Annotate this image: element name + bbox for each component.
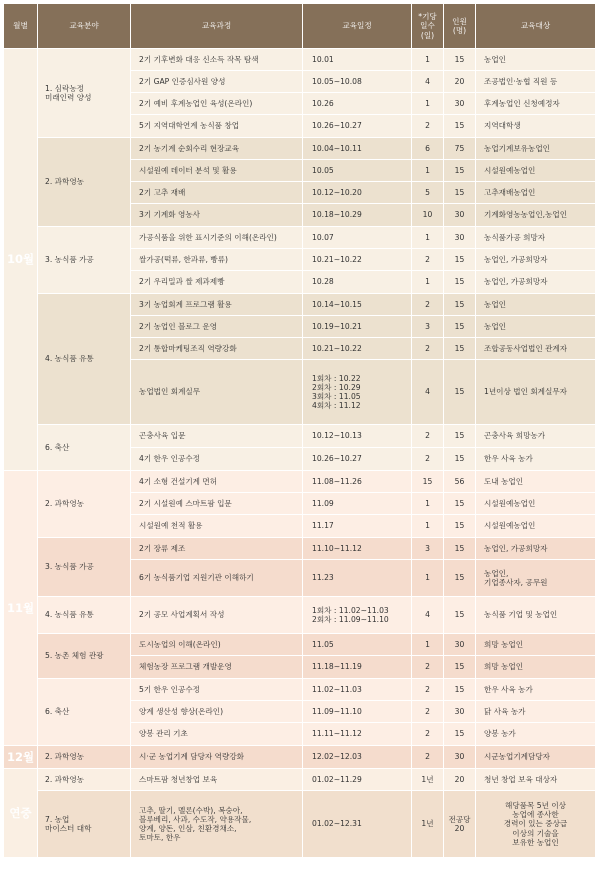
- target-cell: 기계화영농농업인,농업인: [476, 204, 596, 227]
- target-cell: 농업인, 가공희망자: [476, 538, 596, 560]
- days-cell: 1년: [412, 791, 444, 858]
- days-cell: 1: [412, 515, 444, 538]
- schedule-cell: 1회차 : 10.22 2회차 : 10.29 3회차 : 11.05 4회차 : 11.12: [303, 360, 412, 425]
- course-cell: 쌀가공(떡류, 한과류, 빵류): [131, 249, 303, 271]
- field-cell: 2. 과학영농: [38, 471, 131, 538]
- target-cell: 농업인: [476, 294, 596, 316]
- schedule-cell: 10.26: [303, 93, 412, 115]
- days-cell: 4: [412, 71, 444, 93]
- field-cell: 4. 농식품 유통: [38, 597, 131, 634]
- course-cell: 6기 농식품기업 지원기관 이해하기: [131, 560, 303, 597]
- course-cell: 3기 농업회계 프로그램 활용: [131, 294, 303, 316]
- people-cell: 15: [444, 723, 476, 746]
- target-cell: 도내 농업인: [476, 471, 596, 493]
- people-cell: 30: [444, 204, 476, 227]
- people-cell: 30: [444, 634, 476, 656]
- days-cell: 1: [412, 271, 444, 294]
- days-cell: 2: [412, 746, 444, 769]
- days-cell: 1: [412, 493, 444, 515]
- target-cell: 후계농업인 신청예정자: [476, 93, 596, 115]
- people-cell: 15: [444, 49, 476, 71]
- target-cell: 시설원예농업인: [476, 493, 596, 515]
- people-cell: 30: [444, 93, 476, 115]
- table-row: [4, 634, 596, 656]
- days-cell: 1: [412, 49, 444, 71]
- schedule-cell: 11.11~11.12: [303, 723, 412, 746]
- schedule-cell: 10.05~10.08: [303, 71, 412, 93]
- days-cell: 1: [412, 634, 444, 656]
- days-cell: 1: [412, 560, 444, 597]
- target-cell: 1년이상 법인 회계실무자: [476, 360, 596, 425]
- days-cell: 4: [412, 597, 444, 634]
- target-cell: 농업인: [476, 316, 596, 338]
- table-header-row: [4, 4, 596, 49]
- target-cell: 해당품목 5년 이상 농업에 종사한 경력이 있는 중상급 이상의 기술을 보유한 농업인: [476, 791, 596, 858]
- field-cell: 4. 농식품 유통: [38, 294, 131, 425]
- schedule-cell: 10.26~10.27: [303, 448, 412, 471]
- days-cell: 2: [412, 338, 444, 360]
- field-cell: 3. 농식품 가공: [38, 227, 131, 294]
- days-cell: 2: [412, 701, 444, 723]
- schedule-cell: 10.05: [303, 160, 412, 182]
- course-cell: 시·군 농업기계 담당자 역량강화: [131, 746, 303, 769]
- schedule-cell: 10.14~10.15: [303, 294, 412, 316]
- header-days: *기당 일수 (일): [412, 4, 444, 49]
- course-cell: 고추, 딸기, 멜론(수박), 복숭아, 블루베리, 사과, 수도작, 약용작물, 양계, 양돈, 인삼, 친환경채소, 토마토, 한우: [131, 791, 303, 858]
- target-cell: 조공법인·농협 직원 등: [476, 71, 596, 93]
- course-cell: 4기 한우 인공수정: [131, 448, 303, 471]
- course-cell: 2기 GAP 인증심사원 양성: [131, 71, 303, 93]
- target-cell: 양봉 농가: [476, 723, 596, 746]
- schedule-cell: 11.10~11.12: [303, 538, 412, 560]
- table-row: [4, 769, 596, 791]
- course-cell: 도시농업의 이해(온라인): [131, 634, 303, 656]
- people-cell: 15: [444, 538, 476, 560]
- schedule-cell: 11.09~11.10: [303, 701, 412, 723]
- people-cell: 15: [444, 656, 476, 679]
- month-cell-nov: 11월: [4, 471, 38, 746]
- people-cell: 15: [444, 597, 476, 634]
- target-cell: 농업기계보유농업인: [476, 138, 596, 160]
- people-cell: 15: [444, 448, 476, 471]
- people-cell: 15: [444, 425, 476, 448]
- schedule-cell: 10.12~10.20: [303, 182, 412, 204]
- people-cell: 15: [444, 115, 476, 138]
- course-cell: 가공식품을 위한 표시기준의 이해(온라인): [131, 227, 303, 249]
- schedule-cell: 10.07: [303, 227, 412, 249]
- schedule-cell: 10.12~10.13: [303, 425, 412, 448]
- target-cell: 희망 농업인: [476, 634, 596, 656]
- education-schedule-table: [3, 3, 596, 858]
- people-cell: 15: [444, 515, 476, 538]
- header-people: 인원 (명): [444, 4, 476, 49]
- days-cell: 5: [412, 182, 444, 204]
- days-cell: 3: [412, 316, 444, 338]
- header-month: 월별: [4, 4, 38, 49]
- days-cell: 2: [412, 723, 444, 746]
- course-cell: 스마트팜 청년창업 보육: [131, 769, 303, 791]
- target-cell: 시군농업기계담당자: [476, 746, 596, 769]
- days-cell: 1: [412, 160, 444, 182]
- people-cell: 20: [444, 71, 476, 93]
- course-cell: 양계 생산성 향상(온라인): [131, 701, 303, 723]
- days-cell: 3: [412, 538, 444, 560]
- course-cell: 2기 우리밀과 쌀 제과제빵: [131, 271, 303, 294]
- schedule-cell: 10.19~10.21: [303, 316, 412, 338]
- target-cell: 농식품가공 희망자: [476, 227, 596, 249]
- course-cell: 2기 통합마케팅조직 역량강화: [131, 338, 303, 360]
- target-cell: 농업인, 가공희망자: [476, 249, 596, 271]
- days-cell: 10: [412, 204, 444, 227]
- days-cell: 4: [412, 360, 444, 425]
- schedule-cell: 11.17: [303, 515, 412, 538]
- field-cell: 1. 심락농정 미래인력 양성: [38, 49, 131, 138]
- people-cell: 15: [444, 560, 476, 597]
- header-course: 교육과정: [131, 4, 303, 49]
- people-cell: 15: [444, 338, 476, 360]
- target-cell: 한우 사육 농가: [476, 679, 596, 701]
- people-cell: 15: [444, 316, 476, 338]
- course-cell: 2기 예비 후계농업인 육성(온라인): [131, 93, 303, 115]
- days-cell: 15: [412, 471, 444, 493]
- target-cell: 농업인, 가공희망자: [476, 271, 596, 294]
- schedule-cell: 10.28: [303, 271, 412, 294]
- days-cell: 2: [412, 448, 444, 471]
- table-row: [4, 746, 596, 769]
- people-cell: 15: [444, 182, 476, 204]
- schedule-cell: 10.18~10.29: [303, 204, 412, 227]
- target-cell: 농식품 기업 및 농업인: [476, 597, 596, 634]
- schedule-cell: 1회차 : 11.02~11.03 2회차 : 11.09~11.10: [303, 597, 412, 634]
- schedule-cell: 12.02~12.03: [303, 746, 412, 769]
- month-cell-dec: 12월: [4, 746, 38, 769]
- course-cell: 2기 고추 재배: [131, 182, 303, 204]
- schedule-cell: 01.02~11.29: [303, 769, 412, 791]
- course-cell: 2기 농업인 블로그 운영: [131, 316, 303, 338]
- field-cell: 3. 농식품 가공: [38, 538, 131, 597]
- people-cell: 15: [444, 160, 476, 182]
- people-cell: 20: [444, 769, 476, 791]
- table-row: [4, 425, 596, 448]
- target-cell: 희망 농업인: [476, 656, 596, 679]
- days-cell: 6: [412, 138, 444, 160]
- people-cell: 15: [444, 493, 476, 515]
- people-cell: 전공당 20: [444, 791, 476, 858]
- schedule-cell: 01.02~12.31: [303, 791, 412, 858]
- days-cell: 2: [412, 656, 444, 679]
- course-cell: 시설원예 천적 활용: [131, 515, 303, 538]
- days-cell: 2: [412, 679, 444, 701]
- table-row: [4, 597, 596, 634]
- table-row: [4, 679, 596, 701]
- table-row: [4, 138, 596, 160]
- target-cell: 지역대학생: [476, 115, 596, 138]
- days-cell: 1: [412, 93, 444, 115]
- people-cell: 15: [444, 249, 476, 271]
- course-cell: 3기 기계화 영농사: [131, 204, 303, 227]
- target-cell: 청년 창업 보육 대상자: [476, 769, 596, 791]
- course-cell: 곤충사육 입문: [131, 425, 303, 448]
- schedule-cell: 10.01: [303, 49, 412, 71]
- target-cell: 농업인: [476, 49, 596, 71]
- days-cell: 2: [412, 249, 444, 271]
- people-cell: 30: [444, 701, 476, 723]
- field-cell: 7. 농업 마이스터 대학: [38, 791, 131, 858]
- course-cell: 농업법인 회계실무: [131, 360, 303, 425]
- field-cell: 5. 농촌 체험 관광: [38, 634, 131, 679]
- course-cell: 5기 지역대학연계 농식품 창업: [131, 115, 303, 138]
- table-row: [4, 538, 596, 560]
- people-cell: 15: [444, 294, 476, 316]
- table-row: [4, 227, 596, 249]
- target-cell: 닭 사육 농가: [476, 701, 596, 723]
- target-cell: 시설원예농업인: [476, 515, 596, 538]
- course-cell: 2기 기후변화 대응 신소득 작목 탐색: [131, 49, 303, 71]
- schedule-cell: 11.09: [303, 493, 412, 515]
- field-cell: 6. 축산: [38, 425, 131, 471]
- course-cell: 체험농장 프로그램 개발운영: [131, 656, 303, 679]
- course-cell: 4기 소형 건설기계 면허: [131, 471, 303, 493]
- target-cell: 곤충사육 희망농가: [476, 425, 596, 448]
- field-cell: 2. 과학영농: [38, 138, 131, 227]
- schedule-cell: 10.04~10.11: [303, 138, 412, 160]
- table-row: [4, 294, 596, 316]
- course-cell: 2기 공모 사업계획서 작성: [131, 597, 303, 634]
- days-cell: 2: [412, 294, 444, 316]
- people-cell: 30: [444, 746, 476, 769]
- days-cell: 2: [412, 115, 444, 138]
- people-cell: 30: [444, 227, 476, 249]
- target-cell: 한우 사육 농가: [476, 448, 596, 471]
- table-row: [4, 791, 596, 858]
- people-cell: 15: [444, 679, 476, 701]
- schedule-cell: 11.02~11.03: [303, 679, 412, 701]
- education-schedule-table-container: [3, 3, 596, 858]
- header-field: 교육분야: [38, 4, 131, 49]
- course-cell: 시설원예 데이터 분석 및 활용: [131, 160, 303, 182]
- header-schedule: 교육일정: [303, 4, 412, 49]
- table-row: [4, 471, 596, 493]
- people-cell: 75: [444, 138, 476, 160]
- target-cell: 고추재배농업인: [476, 182, 596, 204]
- course-cell: 양봉 관리 기초: [131, 723, 303, 746]
- course-cell: 2기 장류 제조: [131, 538, 303, 560]
- people-cell: 15: [444, 360, 476, 425]
- target-cell: 시설원예농업인: [476, 160, 596, 182]
- schedule-cell: 11.23: [303, 560, 412, 597]
- header-target: 교육대상: [476, 4, 596, 49]
- days-cell: 1: [412, 227, 444, 249]
- field-cell: 2. 과학영농: [38, 746, 131, 769]
- schedule-cell: 10.26~10.27: [303, 115, 412, 138]
- month-cell-year-round: 연중: [4, 769, 38, 858]
- schedule-cell: 11.05: [303, 634, 412, 656]
- target-cell: 농업인, 기업종사자, 공무원: [476, 560, 596, 597]
- course-cell: 5기 한우 인공수정: [131, 679, 303, 701]
- days-cell: 2: [412, 425, 444, 448]
- course-cell: 2기 시설원예 스마트팜 입문: [131, 493, 303, 515]
- schedule-cell: 11.18~11.19: [303, 656, 412, 679]
- days-cell: 1년: [412, 769, 444, 791]
- schedule-cell: 10.21~10.22: [303, 249, 412, 271]
- schedule-cell: 10.21~10.22: [303, 338, 412, 360]
- people-cell: 56: [444, 471, 476, 493]
- month-cell-oct: 10월: [4, 49, 38, 471]
- schedule-cell: 11.08~11.26: [303, 471, 412, 493]
- field-cell: 6. 축산: [38, 679, 131, 746]
- field-cell: 2. 과학영농: [38, 769, 131, 791]
- table-row: [4, 49, 596, 71]
- target-cell: 조합공동사업법인 관계자: [476, 338, 596, 360]
- course-cell: 2기 농기계 순회수리 현장교육: [131, 138, 303, 160]
- people-cell: 15: [444, 271, 476, 294]
